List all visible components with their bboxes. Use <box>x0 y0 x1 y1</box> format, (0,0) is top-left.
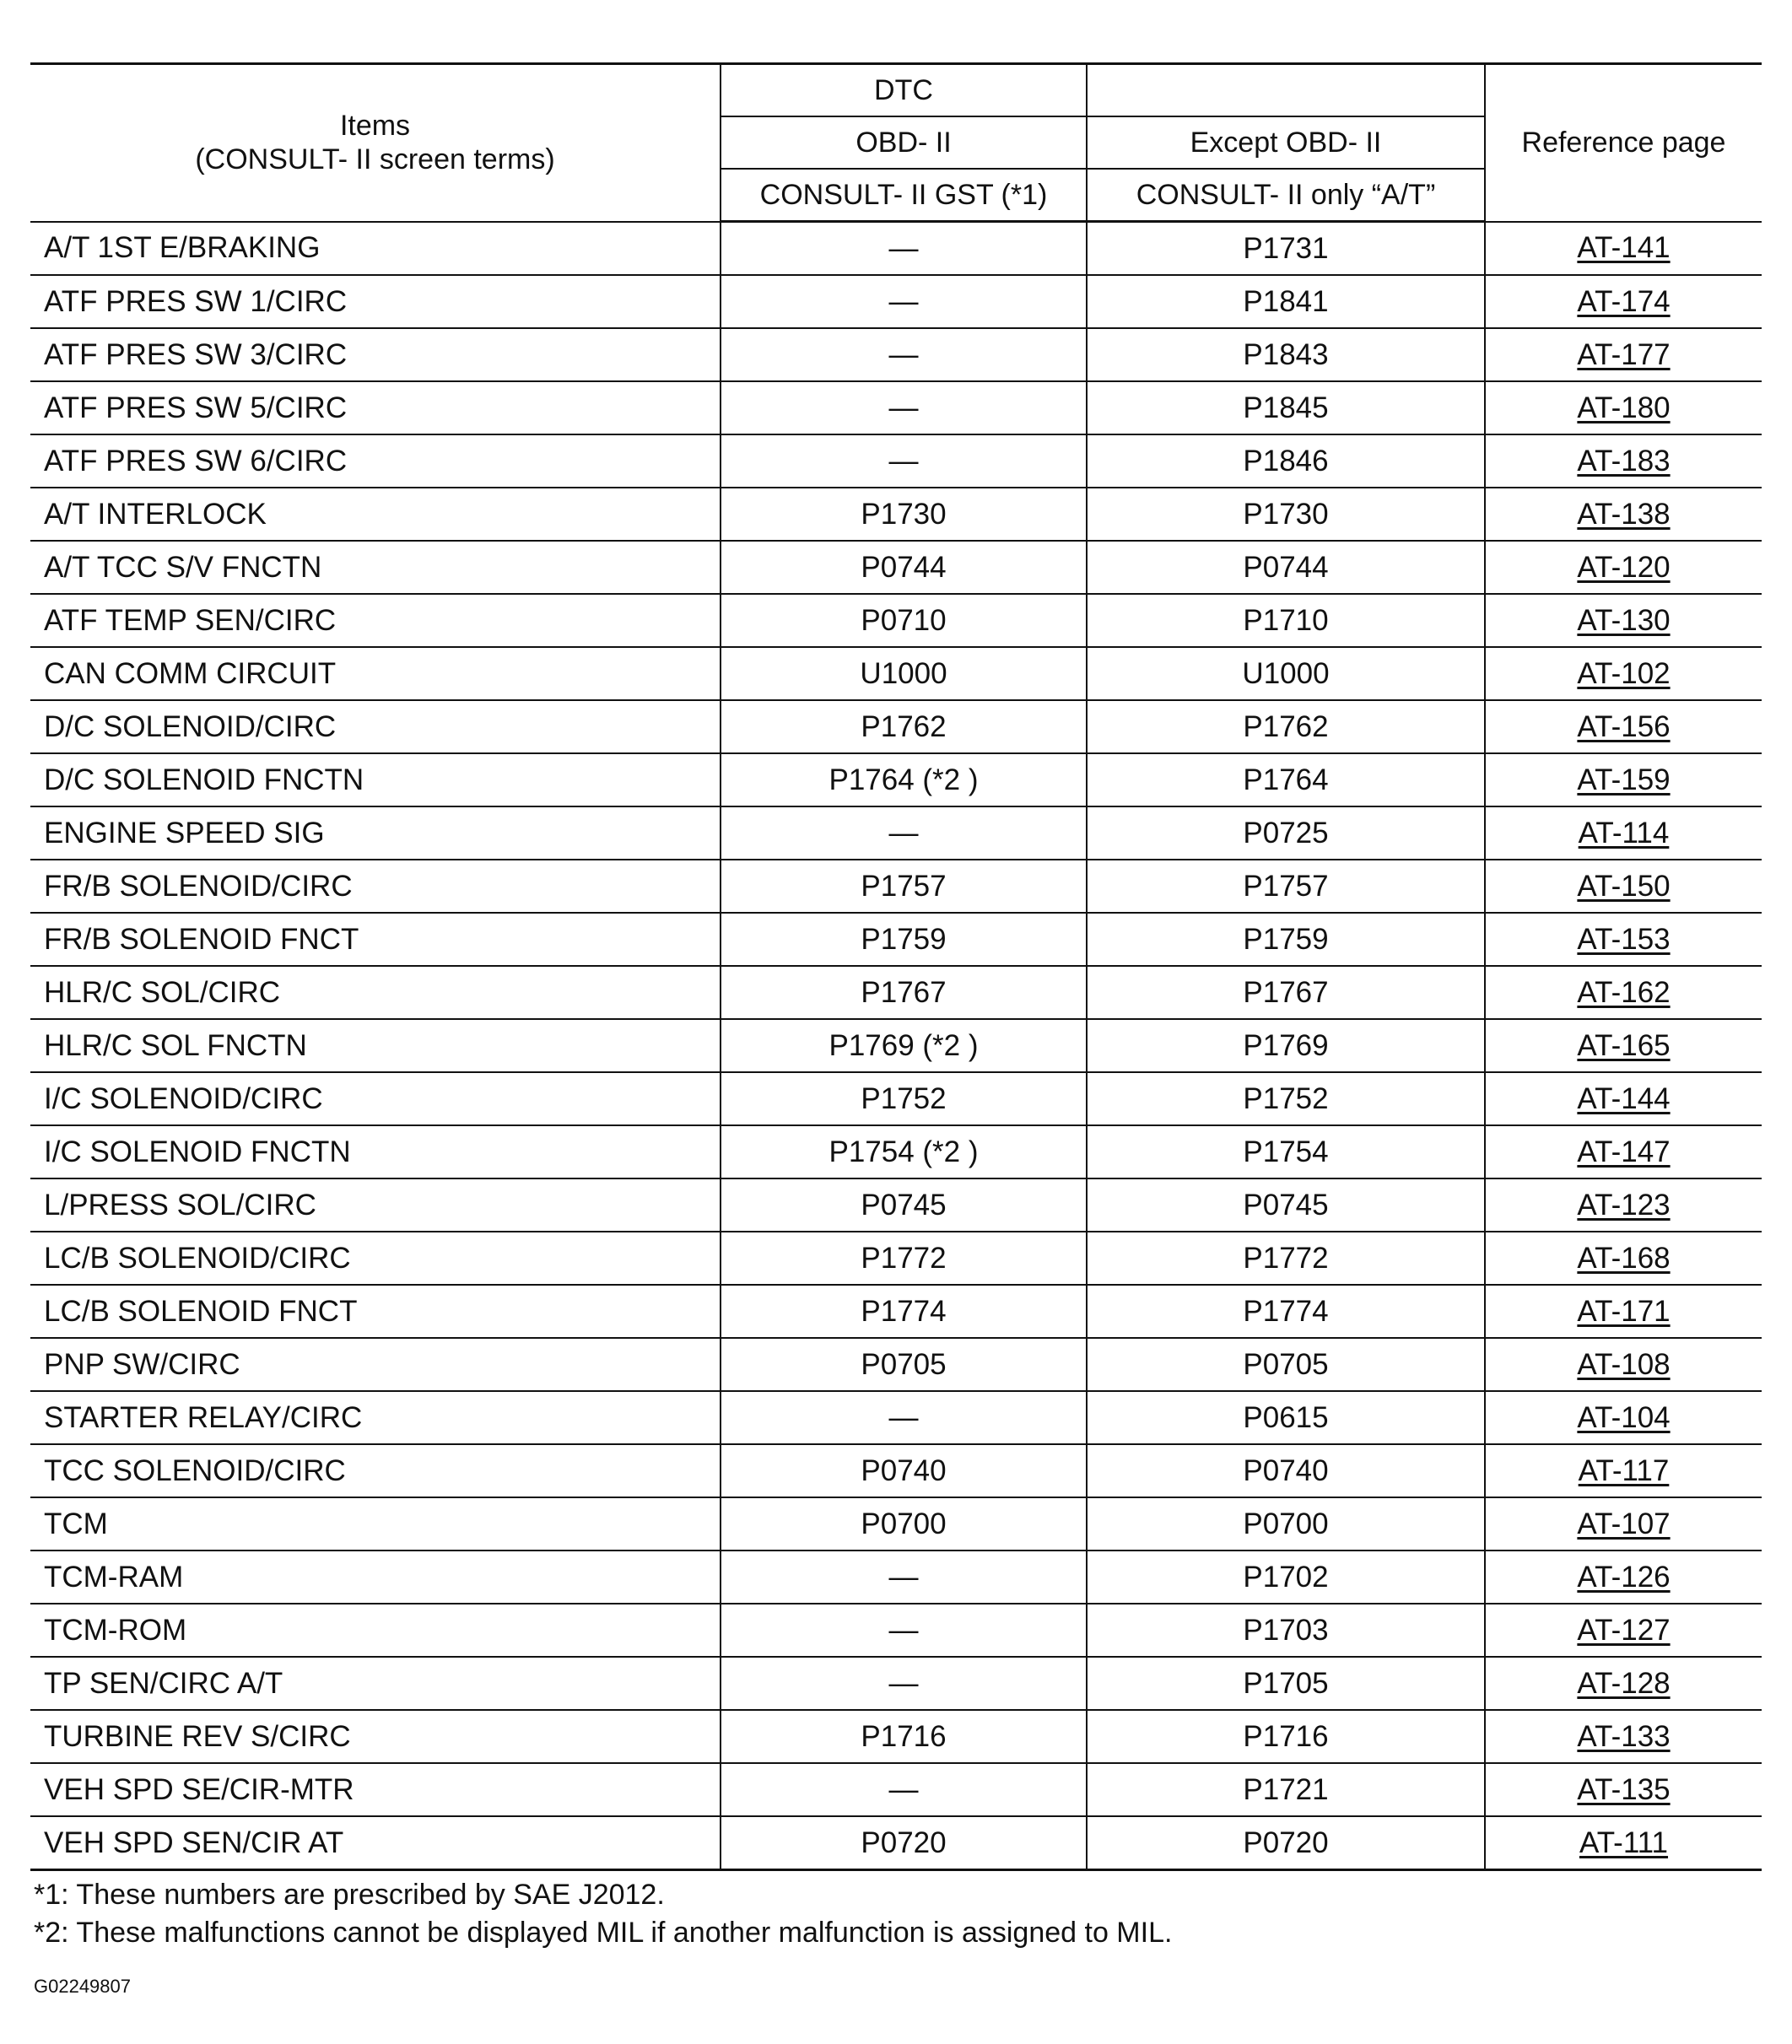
obd-dtc-cell: — <box>721 1657 1087 1710</box>
table-row <box>30 1285 1762 1338</box>
item-cell: ATF PRES SW 5/CIRC <box>30 381 721 434</box>
table-row <box>30 222 1762 276</box>
item-cell: TURBINE REV S/CIRC <box>30 1710 721 1763</box>
item-cell: TCM-ROM <box>30 1604 721 1657</box>
obd-header: OBD- II <box>721 116 1087 169</box>
items-header-line1: Items <box>339 110 411 143</box>
reference-page-link[interactable]: AT-130 <box>1577 603 1671 637</box>
reference-page-link[interactable]: AT-144 <box>1577 1081 1671 1115</box>
except-obd-dtc-cell: U1000 <box>1087 647 1485 700</box>
obd-dtc-cell: P1774 <box>721 1285 1087 1338</box>
obd-dtc-cell: P0745 <box>721 1178 1087 1232</box>
item-cell: A/T INTERLOCK <box>30 488 721 541</box>
obd-dtc-cell: P1764 (*2 ) <box>721 753 1087 806</box>
reference-page-link[interactable]: AT-165 <box>1577 1028 1671 1062</box>
reference-page-link[interactable]: AT-159 <box>1577 763 1671 796</box>
obd-dtc-cell: P0740 <box>721 1444 1087 1497</box>
footnote-2: *2: These malfunctions cannot be displayed MIL if another malfunction is assigned to MIL. <box>34 1917 1173 1949</box>
reference-cell <box>1485 541 1762 594</box>
reference-cell <box>1485 222 1762 276</box>
reference-cell <box>1485 434 1762 488</box>
reference-cell <box>1485 1019 1762 1072</box>
item-cell: TCM <box>30 1497 721 1551</box>
reference-cell <box>1485 913 1762 966</box>
reference-page-link[interactable]: AT-168 <box>1577 1241 1671 1275</box>
except-obd-dtc-cell: P1752 <box>1087 1072 1485 1125</box>
except-obd-dtc-cell: P1710 <box>1087 594 1485 647</box>
table-row <box>30 860 1762 913</box>
figure-code: G02249807 <box>34 1976 131 1997</box>
table-row <box>30 1019 1762 1072</box>
item-cell: A/T TCC S/V FNCTN <box>30 541 721 594</box>
reference-page-link[interactable]: AT-153 <box>1577 922 1671 956</box>
item-cell: TCC SOLENOID/CIRC <box>30 1444 721 1497</box>
reference-cell <box>1485 1816 1762 1870</box>
item-cell: FR/B SOLENOID FNCT <box>30 913 721 966</box>
consult-gst-header: CONSULT- II GST (*1) <box>721 169 1087 222</box>
consult-only-at-header: CONSULT- II only “A/T” <box>1087 169 1485 222</box>
except-obd-dtc-cell: P1769 <box>1087 1019 1485 1072</box>
obd-dtc-cell: — <box>721 1604 1087 1657</box>
reference-cell <box>1485 381 1762 434</box>
table-row <box>30 700 1762 753</box>
reference-page-link[interactable]: AT-128 <box>1577 1666 1671 1700</box>
dtc-table <box>30 62 1762 1871</box>
reference-page-link[interactable]: AT-162 <box>1577 975 1671 1009</box>
reference-cell <box>1485 1338 1762 1391</box>
reference-page-link[interactable]: AT-147 <box>1577 1135 1671 1168</box>
obd-dtc-cell: P1759 <box>721 913 1087 966</box>
footnotes <box>30 1876 1762 1952</box>
reference-page-header: Reference page <box>1485 64 1762 222</box>
obd-dtc-cell: — <box>721 1551 1087 1604</box>
item-cell: TP SEN/CIRC A/T <box>30 1657 721 1710</box>
reference-cell <box>1485 1657 1762 1710</box>
reference-cell <box>1485 1178 1762 1232</box>
reference-page-link[interactable]: AT-126 <box>1577 1560 1671 1594</box>
except-obd-dtc-cell: P0720 <box>1087 1816 1485 1870</box>
dtc-header-blank <box>1087 64 1485 117</box>
dtc-reference-sheet <box>30 62 1762 1998</box>
item-cell: ATF PRES SW 6/CIRC <box>30 434 721 488</box>
obd-dtc-cell: — <box>721 275 1087 328</box>
obd-dtc-cell: P1754 (*2 ) <box>721 1125 1087 1178</box>
obd-dtc-cell: — <box>721 328 1087 381</box>
except-obd-dtc-cell: P1754 <box>1087 1125 1485 1178</box>
except-obd-dtc-cell: P1767 <box>1087 966 1485 1019</box>
table-row <box>30 594 1762 647</box>
table-row <box>30 1604 1762 1657</box>
except-obd-dtc-cell: P1730 <box>1087 488 1485 541</box>
obd-dtc-cell: P1716 <box>721 1710 1087 1763</box>
items-column-header <box>30 64 721 222</box>
reference-cell <box>1485 966 1762 1019</box>
table-row <box>30 966 1762 1019</box>
obd-dtc-cell: — <box>721 806 1087 860</box>
except-obd-dtc-cell: P1731 <box>1087 222 1485 276</box>
reference-cell <box>1485 1497 1762 1551</box>
footnote-1: *1: These numbers are prescribed by SAE J2012. <box>34 1879 665 1911</box>
reference-cell <box>1485 1444 1762 1497</box>
except-obd-dtc-cell: P1705 <box>1087 1657 1485 1710</box>
except-obd-dtc-cell: P1845 <box>1087 381 1485 434</box>
reference-cell <box>1485 1604 1762 1657</box>
item-cell: TCM-RAM <box>30 1551 721 1604</box>
except-obd-dtc-cell: P0700 <box>1087 1497 1485 1551</box>
reference-page-link[interactable]: AT-123 <box>1577 1188 1671 1222</box>
reference-page-link[interactable]: AT-111 <box>1579 1826 1669 1859</box>
item-cell: D/C SOLENOID FNCTN <box>30 753 721 806</box>
table-row <box>30 1391 1762 1444</box>
reference-page-link[interactable]: AT-114 <box>1578 816 1670 849</box>
table-row <box>30 1072 1762 1125</box>
except-obd-dtc-cell: P0745 <box>1087 1178 1485 1232</box>
except-obd-dtc-cell: P1764 <box>1087 753 1485 806</box>
obd-dtc-cell: P1772 <box>721 1232 1087 1285</box>
except-obd-dtc-cell: P1762 <box>1087 700 1485 753</box>
reference-page-link[interactable]: AT-150 <box>1577 869 1671 903</box>
table-row <box>30 434 1762 488</box>
item-cell: ATF PRES SW 1/CIRC <box>30 275 721 328</box>
obd-dtc-cell: P0705 <box>721 1338 1087 1391</box>
obd-dtc-cell: — <box>721 434 1087 488</box>
except-obd-dtc-cell: P1702 <box>1087 1551 1485 1604</box>
table-row <box>30 1551 1762 1604</box>
table-row <box>30 1338 1762 1391</box>
reference-cell <box>1485 806 1762 860</box>
reference-page-link[interactable]: AT-138 <box>1577 497 1671 531</box>
reference-page-link[interactable]: AT-177 <box>1577 337 1671 371</box>
item-cell: A/T 1ST E/BRAKING <box>30 222 721 276</box>
reference-page-link[interactable]: AT-120 <box>1577 550 1671 584</box>
obd-dtc-cell: P1730 <box>721 488 1087 541</box>
except-obd-dtc-cell: P1759 <box>1087 913 1485 966</box>
except-obd-header: Except OBD- II <box>1087 116 1485 169</box>
table-row <box>30 647 1762 700</box>
item-cell: D/C SOLENOID/CIRC <box>30 700 721 753</box>
obd-dtc-cell: P1752 <box>721 1072 1087 1125</box>
reference-cell <box>1485 1710 1762 1763</box>
table-row <box>30 1657 1762 1710</box>
reference-page-link[interactable]: AT-135 <box>1577 1772 1671 1806</box>
item-cell: VEH SPD SE/CIR-MTR <box>30 1763 721 1816</box>
obd-dtc-cell: — <box>721 222 1087 276</box>
except-obd-dtc-cell: P1846 <box>1087 434 1485 488</box>
item-cell: HLR/C SOL FNCTN <box>30 1019 721 1072</box>
reference-cell <box>1485 1285 1762 1338</box>
obd-dtc-cell: P0710 <box>721 594 1087 647</box>
table-row <box>30 1816 1762 1870</box>
table-row <box>30 541 1762 594</box>
except-obd-dtc-cell: P1772 <box>1087 1232 1485 1285</box>
item-cell: ATF PRES SW 3/CIRC <box>30 328 721 381</box>
except-obd-dtc-cell: P1703 <box>1087 1604 1485 1657</box>
except-obd-dtc-cell: P1774 <box>1087 1285 1485 1338</box>
table-row <box>30 328 1762 381</box>
obd-dtc-cell: P0700 <box>721 1497 1087 1551</box>
reference-page-link[interactable]: AT-156 <box>1577 709 1671 743</box>
item-cell: PNP SW/CIRC <box>30 1338 721 1391</box>
item-cell: CAN COMM CIRCUIT <box>30 647 721 700</box>
reference-page-link[interactable]: AT-180 <box>1577 391 1671 424</box>
item-cell: ATF TEMP SEN/CIRC <box>30 594 721 647</box>
except-obd-dtc-cell: P1757 <box>1087 860 1485 913</box>
table-row <box>30 381 1762 434</box>
table-row <box>30 1497 1762 1551</box>
reference-cell <box>1485 1763 1762 1816</box>
obd-dtc-cell: P1767 <box>721 966 1087 1019</box>
except-obd-dtc-cell: P1716 <box>1087 1710 1485 1763</box>
table-row <box>30 1444 1762 1497</box>
reference-page-link[interactable]: AT-183 <box>1577 444 1671 477</box>
table-row <box>30 275 1762 328</box>
reference-cell <box>1485 275 1762 328</box>
table-row <box>30 806 1762 860</box>
obd-dtc-cell: P0720 <box>721 1816 1087 1870</box>
item-cell: VEH SPD SEN/CIR AT <box>30 1816 721 1870</box>
items-header-line2: (CONSULT- II screen terms) <box>195 143 555 176</box>
reference-page-link[interactable]: AT-171 <box>1577 1294 1671 1328</box>
except-obd-dtc-cell: P0744 <box>1087 541 1485 594</box>
item-cell: STARTER RELAY/CIRC <box>30 1391 721 1444</box>
reference-cell <box>1485 860 1762 913</box>
table-row <box>30 1232 1762 1285</box>
obd-dtc-cell: U1000 <box>721 647 1087 700</box>
table-row <box>30 753 1762 806</box>
item-cell: L/PRESS SOL/CIRC <box>30 1178 721 1232</box>
reference-page-link[interactable]: AT-117 <box>1578 1453 1670 1487</box>
except-obd-dtc-cell: P0615 <box>1087 1391 1485 1444</box>
reference-cell <box>1485 647 1762 700</box>
item-cell: FR/B SOLENOID/CIRC <box>30 860 721 913</box>
obd-dtc-cell: P1762 <box>721 700 1087 753</box>
reference-page-link[interactable]: AT-107 <box>1577 1507 1671 1540</box>
table-row <box>30 1763 1762 1816</box>
reference-cell <box>1485 1072 1762 1125</box>
item-cell: LC/B SOLENOID FNCT <box>30 1285 721 1338</box>
obd-dtc-cell: P0744 <box>721 541 1087 594</box>
reference-cell <box>1485 700 1762 753</box>
item-cell: I/C SOLENOID/CIRC <box>30 1072 721 1125</box>
except-obd-dtc-cell: P0705 <box>1087 1338 1485 1391</box>
reference-cell <box>1485 1125 1762 1178</box>
dtc-header: DTC <box>721 64 1087 117</box>
item-cell: LC/B SOLENOID/CIRC <box>30 1232 721 1285</box>
reference-page-link[interactable]: AT-174 <box>1577 284 1671 318</box>
obd-dtc-cell: P1769 (*2 ) <box>721 1019 1087 1072</box>
reference-page-link[interactable]: AT-127 <box>1577 1613 1671 1647</box>
item-cell: ENGINE SPEED SIG <box>30 806 721 860</box>
reference-page-link[interactable]: AT-141 <box>1577 231 1671 265</box>
table-row <box>30 913 1762 966</box>
obd-dtc-cell: — <box>721 1391 1087 1444</box>
reference-cell <box>1485 1551 1762 1604</box>
obd-dtc-cell: — <box>721 1763 1087 1816</box>
table-row <box>30 488 1762 541</box>
reference-page-link[interactable]: AT-104 <box>1577 1400 1671 1434</box>
obd-dtc-cell: — <box>721 381 1087 434</box>
reference-cell <box>1485 753 1762 806</box>
reference-cell <box>1485 1232 1762 1285</box>
reference-cell <box>1485 594 1762 647</box>
except-obd-dtc-cell: P1721 <box>1087 1763 1485 1816</box>
reference-page-link[interactable]: AT-108 <box>1577 1347 1671 1381</box>
except-obd-dtc-cell: P1841 <box>1087 275 1485 328</box>
obd-dtc-cell: P1757 <box>721 860 1087 913</box>
reference-page-link[interactable]: AT-102 <box>1577 656 1671 690</box>
reference-cell <box>1485 328 1762 381</box>
reference-page-link[interactable]: AT-133 <box>1577 1719 1671 1753</box>
reference-cell <box>1485 1391 1762 1444</box>
reference-cell <box>1485 488 1762 541</box>
item-cell: I/C SOLENOID FNCTN <box>30 1125 721 1178</box>
table-row <box>30 1178 1762 1232</box>
item-cell: HLR/C SOL/CIRC <box>30 966 721 1019</box>
except-obd-dtc-cell: P0725 <box>1087 806 1485 860</box>
table-row <box>30 1125 1762 1178</box>
except-obd-dtc-cell: P1843 <box>1087 328 1485 381</box>
table-row <box>30 1710 1762 1763</box>
except-obd-dtc-cell: P0740 <box>1087 1444 1485 1497</box>
